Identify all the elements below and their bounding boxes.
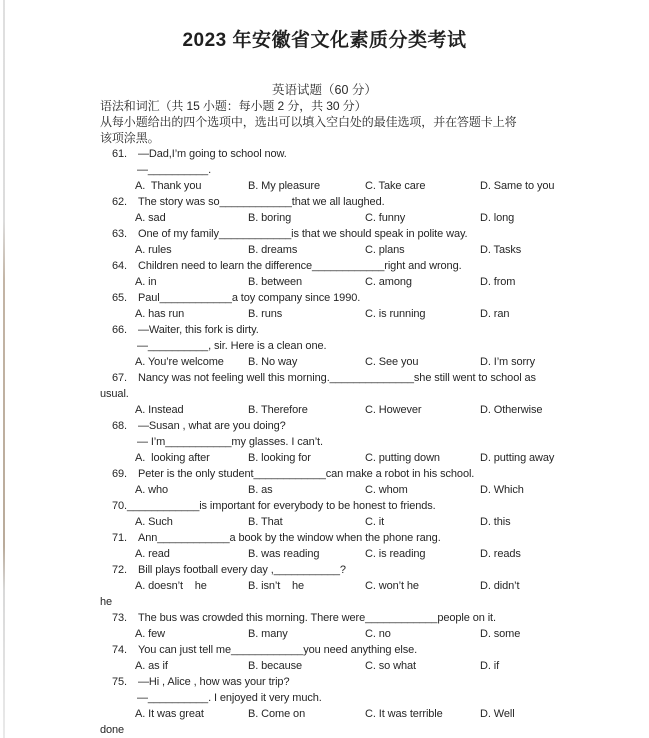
question-number: 70.	[112, 500, 127, 512]
option-62-D: D. long	[480, 212, 515, 224]
option-64-A: A. in	[135, 276, 157, 288]
option-72-A: A. doesn’t he	[135, 580, 207, 592]
question-66-stem	[100, 322, 637, 338]
question-72-wrap: he	[100, 596, 113, 608]
option-73-A: A. few	[135, 628, 165, 640]
option-64-B: B. between	[248, 276, 303, 288]
option-72-B: B. isn’t he	[248, 580, 305, 592]
option-65-A: A. has run	[135, 308, 185, 320]
question-64-stem	[100, 258, 637, 274]
question-74-options	[135, 658, 637, 674]
question-69-stem	[100, 466, 637, 482]
option-69-C: C. whom	[365, 484, 408, 496]
question-number: 62.	[112, 196, 127, 208]
option-61-A: A. Thank you	[135, 180, 202, 192]
option-64-C: C. among	[365, 276, 412, 288]
question-number: 63.	[112, 228, 127, 240]
question-text: —Susan , what are you doing?	[138, 420, 286, 432]
option-71-D: D. reads	[480, 548, 521, 560]
option-67-C: C. However	[365, 404, 422, 416]
option-74-C: C. so what	[365, 660, 416, 672]
question-number: 73.	[112, 612, 127, 624]
option-70-C: C. it	[365, 516, 385, 528]
question-text: One of my family____________is that we should speak in polite way.	[138, 228, 468, 240]
question-61-stem	[100, 146, 637, 162]
option-62-C: C. funny	[365, 212, 406, 224]
question-68-options	[135, 450, 637, 466]
question-61-reply: —__________.	[137, 164, 212, 176]
question-number: 75.	[112, 676, 127, 688]
option-67-A: A. Instead	[135, 404, 184, 416]
option-62-B: B. boring	[248, 212, 292, 224]
paper-body	[0, 98, 649, 738]
question-text: —Dad,I’m going to school now.	[138, 148, 287, 160]
question-70-stem	[100, 498, 637, 514]
option-71-C: C. is reading	[365, 548, 426, 560]
option-66-C: C. See you	[365, 356, 419, 368]
question-65-options	[135, 306, 637, 322]
option-65-C: C. is running	[365, 308, 426, 320]
question-66-reply: —__________, sir. Here is a clean one.	[137, 340, 327, 352]
question-63-options	[135, 242, 637, 258]
question-number: 72.	[112, 564, 127, 576]
option-63-B: B. dreams	[248, 244, 298, 256]
question-text: Paul____________a toy company since 1990.	[138, 292, 361, 304]
question-67-stem	[100, 370, 637, 386]
question-72-options	[135, 578, 637, 594]
option-61-B: B. My pleasure	[248, 180, 320, 192]
section-heading: 语法和词汇（共 15 小题：每小题 2 分，共 30 分）	[100, 99, 367, 113]
question-number: 65.	[112, 292, 127, 304]
option-67-D: D. Otherwise	[480, 404, 543, 416]
question-67-options	[135, 402, 637, 418]
option-75-A: A. It was great	[135, 708, 204, 720]
option-69-A: A. who	[135, 484, 169, 496]
option-69-D: D. Which	[480, 484, 524, 496]
option-68-A: A. looking after	[135, 452, 210, 464]
question-73-options	[135, 626, 637, 642]
question-71-stem	[100, 530, 637, 546]
questions-list	[100, 146, 637, 738]
question-62-options	[135, 210, 637, 226]
question-64-options	[135, 274, 637, 290]
option-75-D: D. Well	[480, 708, 515, 720]
question-68-reply: — I’m___________my glasses. I can’t.	[137, 436, 323, 448]
instruction-line-1: 从每小题给出的四个选项中，选出可以填入空白处的最佳选项，并在答题卡上将	[100, 115, 517, 129]
option-65-D: D. ran	[480, 308, 510, 320]
question-text: The story was so____________that we all laughed.	[138, 196, 385, 208]
document-title: 2023 年安徽省文化素质分类考试	[182, 30, 467, 51]
question-number: 64.	[112, 260, 127, 272]
question-71-options	[135, 546, 637, 562]
option-66-A: A. You’re welcome	[135, 356, 224, 368]
question-number: 66.	[112, 324, 127, 336]
question-75-stem	[100, 674, 637, 690]
option-63-C: C. plans	[365, 244, 405, 256]
option-70-A: A. Such	[135, 516, 173, 528]
option-73-C: C. no	[365, 628, 391, 640]
question-number: 71.	[112, 532, 127, 544]
option-75-C: C. It was terrible	[365, 708, 443, 720]
question-number: 74.	[112, 644, 127, 656]
question-number: 68.	[112, 420, 127, 432]
option-62-A: A. sad	[135, 212, 166, 224]
option-73-B: B. many	[248, 628, 288, 640]
option-72-C: C. won’t he	[365, 580, 419, 592]
question-67-wrap: usual.	[100, 388, 129, 400]
question-63-stem	[100, 226, 637, 242]
option-68-B: B. looking for	[248, 452, 311, 464]
question-number: 67.	[112, 372, 127, 384]
option-70-D: D. this	[480, 516, 511, 528]
option-61-C: C. Take care	[365, 180, 426, 192]
question-65-stem	[100, 290, 637, 306]
option-66-D: D. I’m sorry	[480, 356, 536, 368]
option-65-B: B. runs	[248, 308, 283, 320]
option-74-D: D. if	[480, 660, 500, 672]
option-68-D: D. putting away	[480, 452, 555, 464]
option-61-D: D. Same to you	[480, 180, 555, 192]
question-number: 69.	[112, 468, 127, 480]
option-66-B: B. No way	[248, 356, 298, 368]
option-74-B: B. because	[248, 660, 303, 672]
question-text: Children need to learn the difference____________right and wrong.	[138, 260, 462, 272]
option-63-D: D. Tasks	[480, 244, 522, 256]
question-75-reply: —__________. I enjoyed it very much.	[137, 692, 322, 704]
question-text: —Hi , Alice , how was your trip?	[138, 676, 290, 688]
option-64-D: D. from	[480, 276, 516, 288]
option-69-B: B. as	[248, 484, 273, 496]
option-74-A: A. as if	[135, 660, 168, 672]
question-text: You can just tell me____________you need anything else.	[138, 644, 418, 656]
question-75-wrap: done	[100, 724, 125, 736]
question-text: Peter is the only student____________can make a robot in his school.	[138, 468, 475, 480]
question-61-options	[135, 178, 637, 194]
question-75-options	[135, 706, 637, 722]
option-73-D: D. some	[480, 628, 521, 640]
question-text: —Waiter, this fork is dirty.	[138, 324, 259, 336]
question-73-stem	[100, 610, 637, 626]
option-68-C: C. putting down	[365, 452, 440, 464]
question-text: Ann____________a book by the window when the phone rang.	[138, 532, 441, 544]
option-67-B: B. Therefore	[248, 404, 308, 416]
question-72-stem	[100, 562, 637, 578]
question-66-options	[135, 354, 637, 370]
question-text: The bus was crowded this morning. There were____________people on it.	[138, 612, 496, 624]
option-71-A: A. read	[135, 548, 170, 560]
question-number: 61.	[112, 148, 127, 160]
option-72-D: D. didn’t	[480, 580, 520, 592]
instruction-line-2: 该项涂黑。	[100, 131, 160, 145]
question-69-options	[135, 482, 637, 498]
question-74-stem	[100, 642, 637, 658]
option-75-B: B. Come on	[248, 708, 306, 720]
question-text: Nancy was not feeling well this morning.______________she still went to school as	[138, 372, 536, 384]
question-68-stem	[100, 418, 637, 434]
option-71-B: B. was reading	[248, 548, 320, 560]
option-63-A: A. rules	[135, 244, 172, 256]
question-62-stem	[100, 194, 637, 210]
question-text: Bill plays football every day ,___________?	[138, 564, 346, 576]
paper-subtitle: 英语试题（60 分）	[272, 83, 377, 97]
option-70-B: B. That	[248, 516, 283, 528]
question-text: ____________is important for everybody to be honest to friends.	[127, 500, 436, 512]
scan-edge-artifact	[3, 0, 5, 738]
question-70-options	[135, 514, 637, 530]
